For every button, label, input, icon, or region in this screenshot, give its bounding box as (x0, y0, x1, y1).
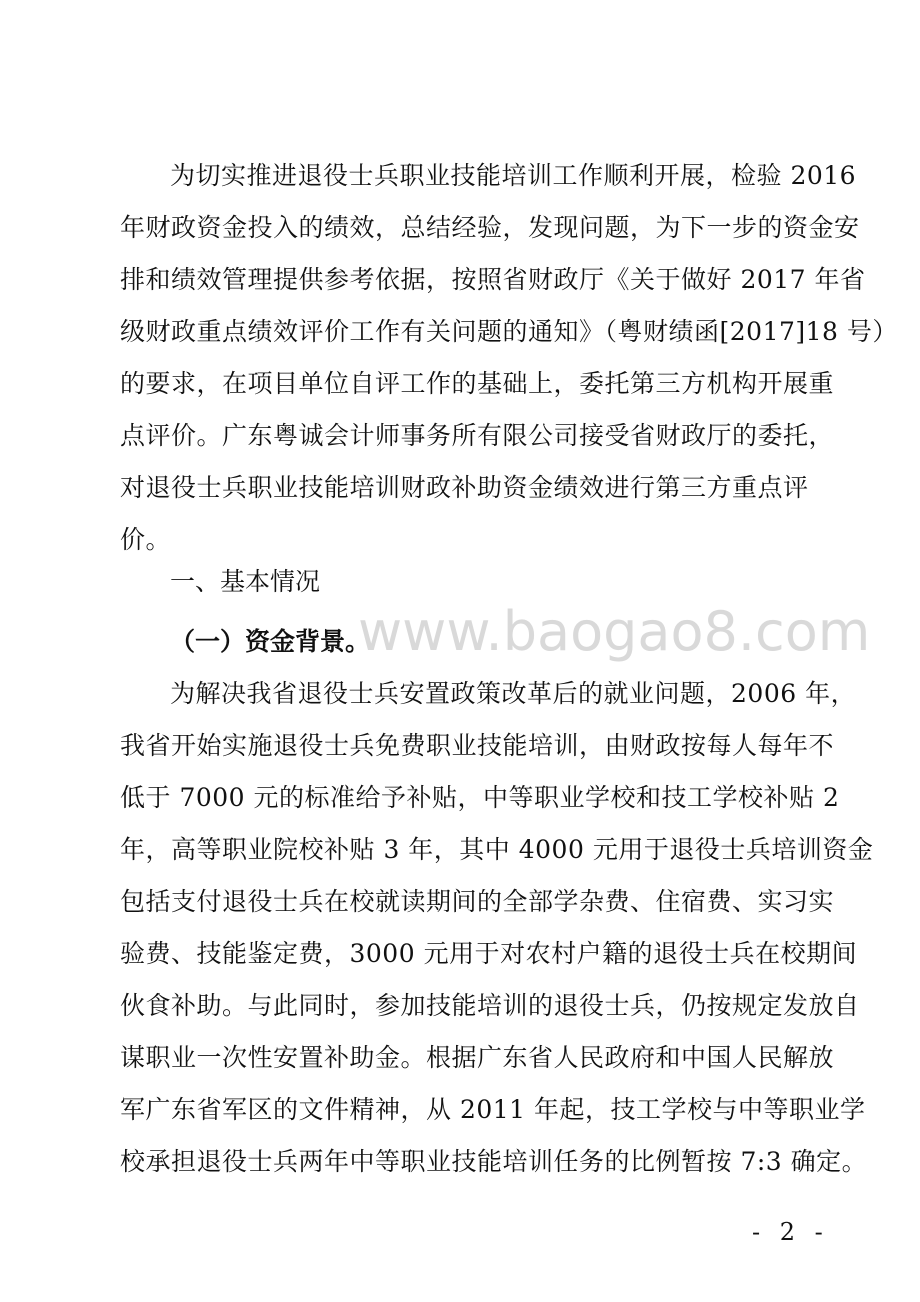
paragraph-line: 为切实推进退役士兵职业技能培训工作顺利开展，检验 2016 (170, 161, 857, 190)
paragraph-line: 军广东省军区的文件精神，从 2011 年起，技工学校与中等职业学 (120, 1095, 866, 1124)
paragraph-line: 排和绩效管理提供参考依据，按照省财政厅《关于做好 2017 年省 (120, 265, 866, 294)
paragraph-line: 低于 7000 元的标准给予补贴，中等职业学校和技工学校补贴 2 (120, 783, 840, 812)
paragraph-line: 点评价。广东粤诚会计师事务所有限公司接受省财政厅的委托， (120, 421, 835, 450)
paragraph-line: 验费、技能鉴定费，3000 元用于对农村户籍的退役士兵在校期间 (120, 939, 858, 968)
paragraph-funding-background (120, 668, 874, 1188)
paragraph-line: 伙食补助。与此同时，参加技能培训的退役士兵，仍按规定发放自 (120, 991, 860, 1020)
subsection-heading-funding-background: （一）资金背景。 (170, 627, 371, 656)
paragraph-line: 级财政重点绩效评价工作有关问题的通知》（粤财绩函[2017]18 号） (120, 317, 898, 346)
paragraph-line: 我省开始实施退役士兵免费职业技能培训，由财政按每人每年不 (120, 731, 835, 760)
section-heading-basic-info: 一、基本情况 (170, 567, 321, 596)
paragraph-line: 年，高等职业院校补贴 3 年，其中 4000 元用于退役士兵培训资金 (120, 835, 874, 864)
paragraph-line: 对退役士兵职业技能培训财政补助资金绩效进行第三方重点评 (120, 473, 809, 502)
watermark: www.baogao8.com (358, 600, 871, 663)
paragraph-line: 年财政资金投入的绩效，总结经验，发现问题，为下一步的资金安 (120, 213, 860, 242)
paragraph-line: 的要求，在项目单位自评工作的基础上，委托第三方机构开展重 (120, 369, 835, 398)
paragraph-evaluation-purpose (120, 150, 898, 566)
paragraph-line: 谋职业一次性安置补助金。根据广东省人民政府和中国人民解放 (120, 1043, 835, 1072)
paragraph-line: 价。 (120, 525, 172, 554)
paragraph-line: 包括支付退役士兵在校就读期间的全部学杂费、住宿费、实习实 (120, 887, 835, 916)
paragraph-line: 校承担退役士兵两年中等职业技能培训任务的比例暂按 7:3 确定。 (120, 1147, 868, 1176)
paragraph-line: 为解决我省退役士兵安置政策改革后的就业问题，2006 年， (170, 679, 857, 708)
page-number: - 2 - (752, 1218, 829, 1246)
